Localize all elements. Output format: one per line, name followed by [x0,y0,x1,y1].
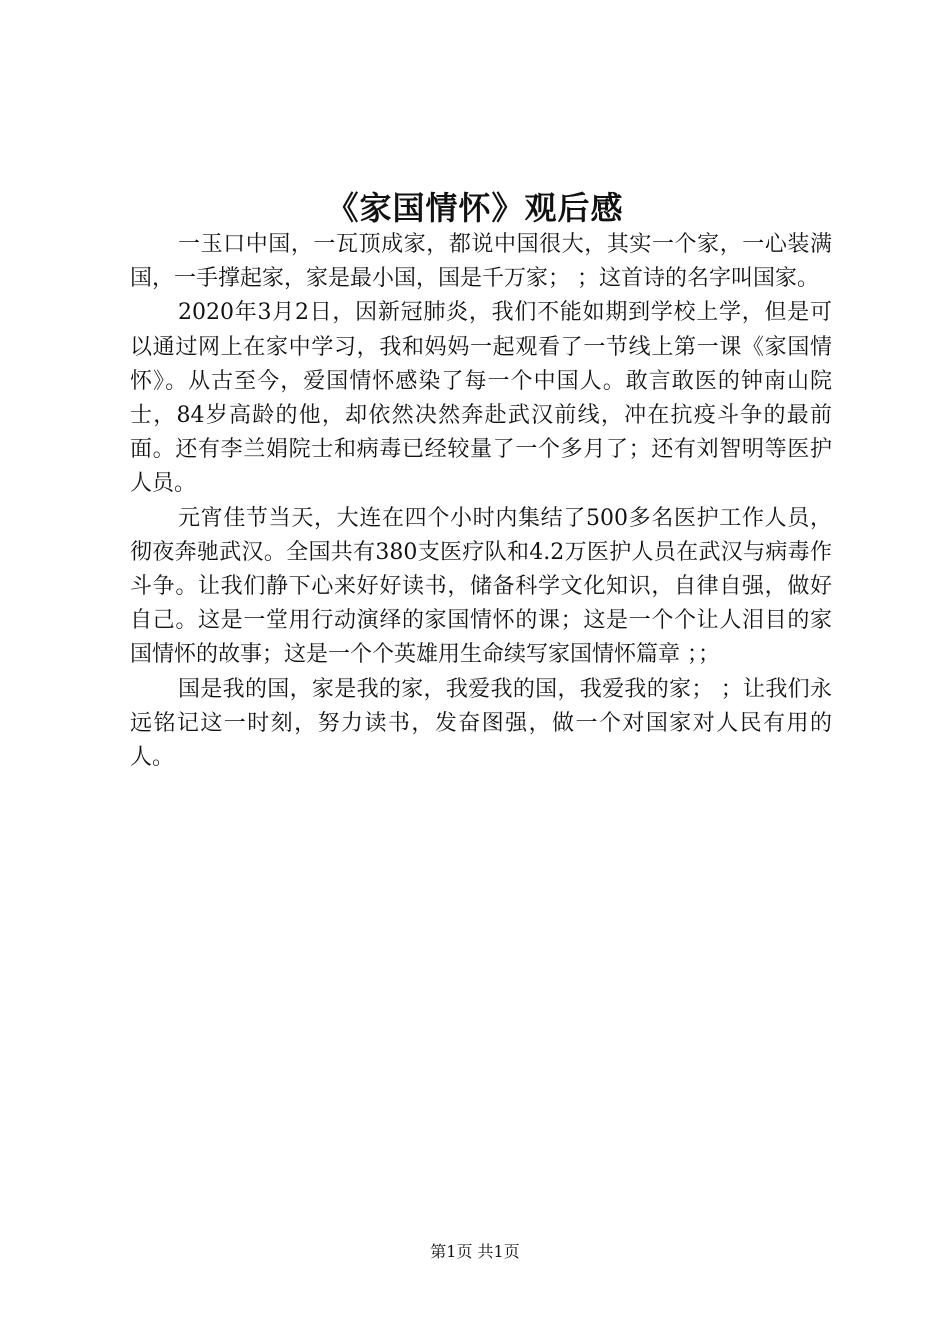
paragraph-1: 一玉口中国，一瓦顶成家，都说中国很大，其实一个家，一心装满国，一手撑起家，家是最小国，国是千万家； ；这首诗的名字叫国家。 [130,232,832,292]
document-title: 《家国情怀》观后感 [326,189,624,227]
paragraph-4: 国是我的国，家是我的家，我爱我的国，我爱我的家； ；让我们永远铭记这一时刻，努力读书，发奋图强，做一个对国家对人民有用的人。 [130,676,832,771]
page-footer: 第1页 共1页 [430,1242,520,1261]
document-body [130,228,832,775]
paragraph-2: 2020年3月2日，因新冠肺炎，我们不能如期到学校上学，但是可以通过网上在家中学习，我和妈妈一起观看了一节线上第一课《家国情怀》。从古至今，爱国情怀感染了每一个中国人。敢言敢医的钟南山院士，84岁高龄的他，却依然决然奔赴武汉前线，冲在抗疫斗争的最前面。还有李兰娟院士和病毒已经较量了一个多月了；还有刘智明等医护人员。 [130,300,832,497]
paragraph-3: 元宵佳节当天，大连在四个小时内集结了500多名医护工作人员，彻夜奔驰武汉。全国共有380支医疗队和4.2万医护人员在武汉与病毒作斗争。让我们静下心来好好读书，储备科学文化知识，自律自强，做好自己。这是一堂用行动演绎的家国情怀的课；这是一个个让人泪目的家国情怀的故事；这是一个个英雄用生命续写家国情怀篇章 ；； [130,505,832,668]
